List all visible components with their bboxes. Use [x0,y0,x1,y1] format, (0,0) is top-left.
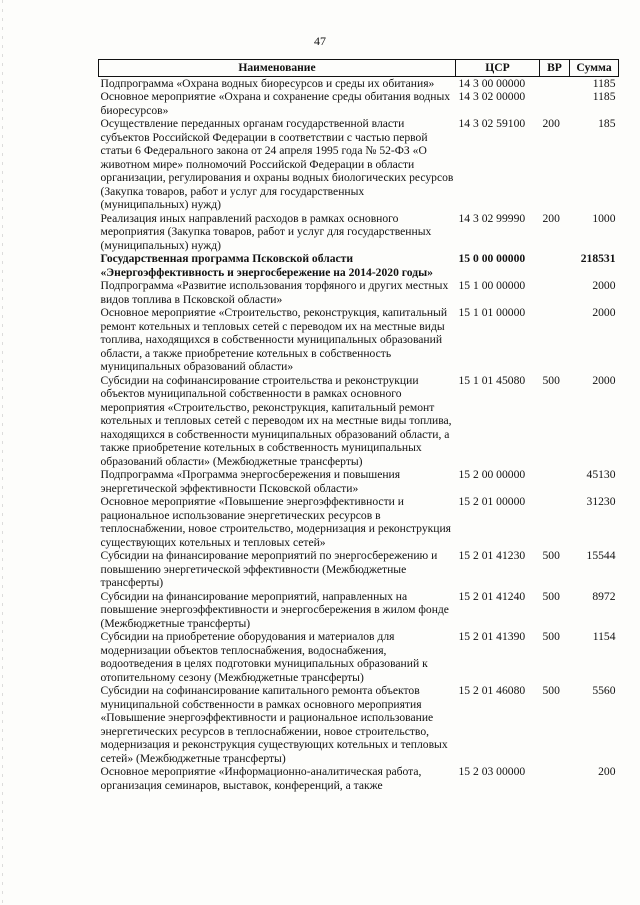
table-row [99,374,619,469]
row-sum: 218531 [580,252,616,265]
row-csr: 15 2 03 00000 [458,765,526,778]
row-vr [540,252,570,279]
row-name: Основное мероприятие «Строительство, реконструкция, капитальный ремонт котельных и тепловых сетей с переводом их на местные виды топлива, находящихся в собственности муниципальных образований области, а также приобретение котельных в собственность муниципальных образований области» [100,306,448,373]
scan-edge [2,0,3,905]
table-row [99,212,619,253]
row-name: Основное мероприятие «Повышение энергоэффективности и рациональное использование энергетических ресурсов в теплоснабжении, новое строительство, модернизация и реконструкция существующих котельных и тепловых сетей» [100,495,452,549]
row-sum: 5560 [592,684,616,697]
row-vr [540,765,570,792]
row-csr: 15 2 01 00000 [458,495,526,508]
row-csr: 15 2 01 41230 [458,549,526,562]
row-csr: 14 3 02 00000 [458,90,526,103]
row-name: Основное мероприятие «Охрана и сохранение среды обитания водных биоресурсов» [100,90,451,117]
row-sum: 1185 [592,90,616,103]
row-csr: 15 0 00 00000 [458,252,526,265]
row-name: Подпрограмма «Развитие использования торфяного и других местных видов топлива в Псковской области» [100,279,449,306]
row-name: Подпрограмма «Программа энергосбережения и повышения энергетической эффективности Псковской области» [100,468,401,495]
row-csr: 15 1 00 00000 [458,279,526,292]
page-number: 47 [314,34,326,48]
row-sum: 185 [598,117,616,130]
row-name: Государственная программа Псковской области «Энергоэффективность и энергосбережение на 2014-2020 годы» [100,252,433,279]
row-csr: 15 2 01 41390 [458,630,526,643]
table-row [99,90,619,117]
row-csr: 15 1 01 00000 [458,306,526,319]
table-row [99,590,619,631]
row-vr: 200 [542,117,560,130]
row-vr: 200 [542,211,560,225]
row-sum: 200 [598,765,616,778]
table-row [99,468,619,495]
budget-table [98,59,619,792]
row-csr: 14 3 00 00000 [458,76,526,90]
row-csr: 14 3 02 59100 [458,117,526,130]
row-name: Подпрограмма «Охрана водных биоресурсов и среды их обитания» [100,76,435,90]
row-sum: 31230 [586,495,616,508]
header-csr: ЦСР [456,60,540,77]
row-vr: 500 [542,684,560,697]
row-csr: 14 3 02 99990 [458,211,526,225]
table-header-row [99,60,619,77]
row-sum: 45130 [586,468,616,481]
table-row [99,306,619,374]
row-name: Субсидии на приобретение оборудования и материалов для модернизации объектов теплоснабжения, водоснабжения, водоотведения в целях подготовки муниципальных образований к отопительному сезону (Межбюджетные трансферты) [100,630,428,684]
row-vr [540,279,570,306]
row-sum: 1154 [592,630,616,643]
row-vr [540,76,570,90]
header-vr: ВР [540,60,570,77]
row-csr: 15 2 00 00000 [458,468,526,481]
table-row [99,252,619,279]
table-row [99,630,619,684]
row-csr: 15 2 01 41240 [458,589,526,603]
header-name: Наименование [99,60,456,77]
row-sum: 8972 [592,589,616,603]
row-name: Субсидии на софинансирование капитального ремонта объектов муниципальной собственности в рамках основного мероприятия «Повышение энергоэффективности и рациональное использование энергетических ресурсов в теплоснабжении, новое строительство, модернизация и реконструкция существующих котельных и тепловых сетей» (Межбюджетные трансферты) [100,684,448,765]
row-vr [540,306,570,374]
row-name: Субсидии на финансирование мероприятий по энергосбережению и повышению энергетической эффективности (Межбюджетные трансферты) [100,549,438,589]
header-sum: Сумма [570,60,619,77]
table-row [99,117,619,212]
row-name: Реализация иных направлений расходов в рамках основного мероприятия (Закупка товаров, работ и услуг для государственных (муниципальных) нужд) [100,211,432,252]
table-row [99,765,619,792]
row-vr [540,468,570,495]
row-csr: 15 1 01 45080 [458,373,526,387]
row-sum: 1000 [592,211,616,225]
row-sum: 2000 [592,306,616,319]
row-vr: 500 [542,630,560,643]
table-body [99,76,619,792]
row-sum: 2000 [592,373,616,387]
table-row [99,549,619,590]
row-name: Осуществление переданных органам государственной власти субъектов Российской Федерации в соответствии с частью первой статьи 6 Федерального закона от 24 апреля 1995 года № 52-ФЗ «О животном мире» полномочий Российской Федерации в области организации, регулирования и охраны водных биологических ресурсов (Закупка товаров, работ и услуг для государственных (муниципальных) нужд) [100,117,454,211]
table-row [99,76,619,90]
row-vr: 500 [542,549,560,562]
row-vr [540,495,570,549]
table-row [99,495,619,549]
row-name: Субсидии на софинансирование строительства и реконструкции объектов муниципальной собственности в рамках основного мероприятия «Строительство, реконструкция, капитальный ремонт котельных и тепловых сетей с переводом их на местные виды топлива, находящихся в собственности муниципальных образований области, а также приобретение котельных в собственность муниципальных образований области» (Межбюджетные трансферты) [100,373,452,468]
row-sum: 2000 [592,279,616,292]
row-csr: 15 2 01 46080 [458,684,526,697]
table-row [99,279,619,306]
row-vr [540,90,570,117]
row-vr: 500 [542,589,560,603]
row-sum: 1185 [592,76,616,90]
row-sum: 15544 [586,549,616,562]
table-row [99,684,619,765]
row-name: Основное мероприятие «Информационно-аналитическая работа, организация семинаров, выставок, конференций, а также [100,765,422,792]
row-vr: 500 [542,373,560,387]
row-name: Субсидии на финансирование мероприятий, направленных на повышение энергоэффективности и энергосбережения в жилом фонде (Межбюджетные трансферты) [100,589,449,630]
